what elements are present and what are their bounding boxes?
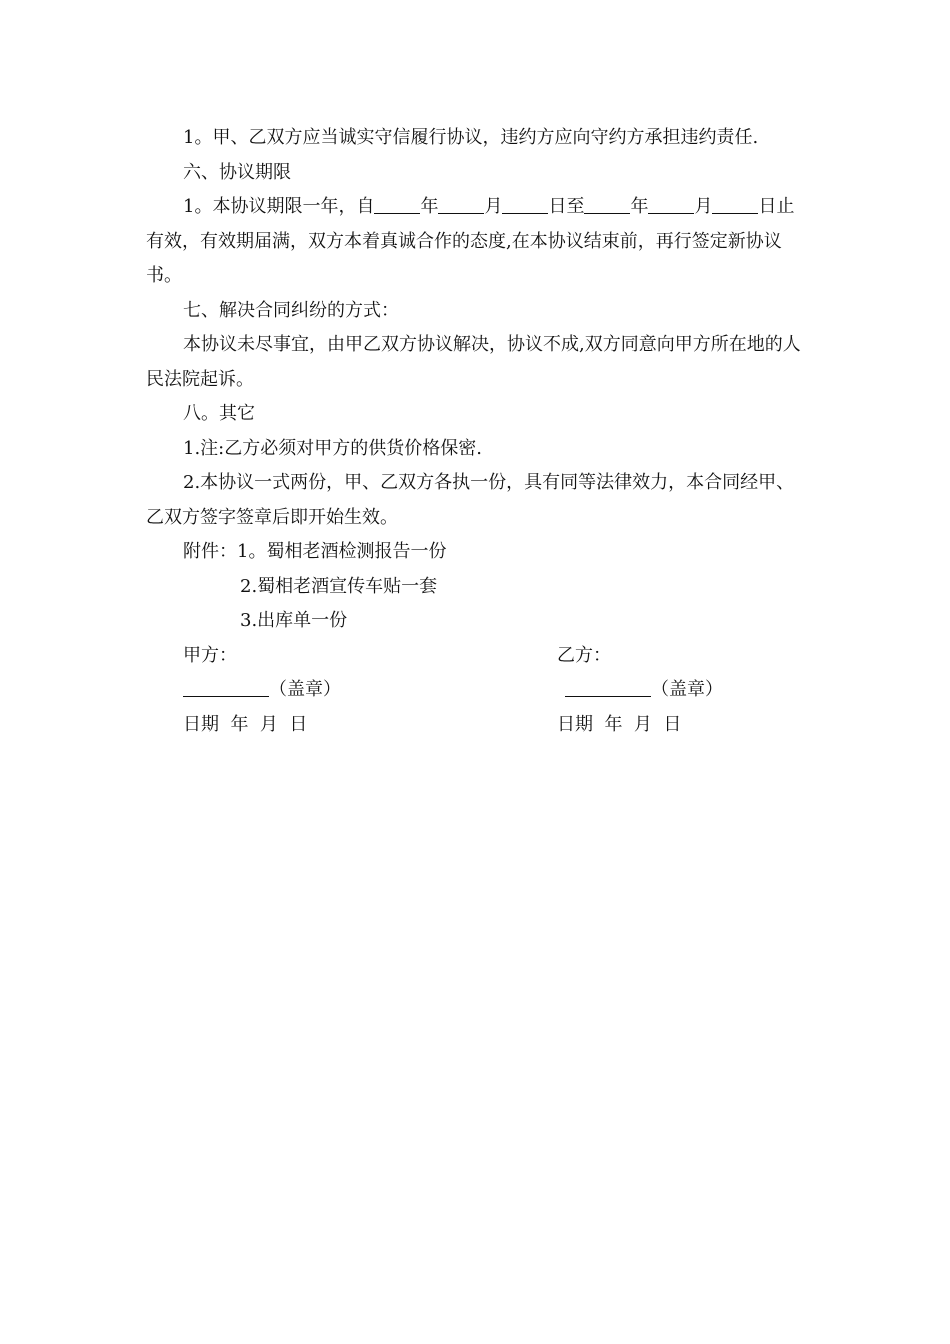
attachment-2: 2.蜀相老酒宣传车贴一套 <box>240 575 438 597</box>
attachment-1: 附件：1。蜀相老酒检测报告一份 <box>183 541 447 562</box>
blank-month-end <box>648 193 694 214</box>
party-b-label: 乙方： <box>557 644 611 666</box>
document-body <box>146 121 806 742</box>
party-a-seal <box>183 673 341 708</box>
party-a-date: 日期 年 月 日 <box>183 713 308 735</box>
term-text-start: 1。本协议期限一年，自 <box>183 196 375 217</box>
signature-seal-row <box>146 673 806 708</box>
term-text-end: 日止有效，有效期届满，双方本着真诚合作的态度,在本协议结束前，再行签定新协议书。 <box>146 196 795 286</box>
blank-month-start <box>438 193 484 214</box>
party-b-seal-label: （盖章） <box>651 679 723 700</box>
term-month-start: 月 <box>484 196 503 217</box>
term-day-to: 日至 <box>548 196 585 217</box>
blank-day-end <box>712 193 758 214</box>
signature-date-row <box>146 708 806 743</box>
heading-other: 八。其它 <box>183 403 255 424</box>
attachment-3: 3.出库单一份 <box>240 610 348 631</box>
blank-year-start <box>374 193 420 214</box>
heading-term: 六、协议期限 <box>183 161 291 183</box>
clause-breach: 1。甲、乙双方应当诚实守信履行协议，违约方应向守约方承担违约责任. <box>183 127 759 148</box>
blank-day-start <box>502 193 548 214</box>
term-year-end: 年 <box>630 196 649 217</box>
party-b-signature-line <box>565 676 651 697</box>
clause-term <box>146 190 806 294</box>
heading-dispute: 七、解决合同纠纷的方式： <box>183 299 399 321</box>
term-year-start: 年 <box>420 196 439 217</box>
clause-copies: 2.本协议一式两份，甲、乙双方各执一份，具有同等法律效力，本合同经甲、乙双方签字签章后即开始生效。 <box>146 472 795 528</box>
party-a-label: 甲方： <box>183 644 237 666</box>
party-a-signature-line <box>183 676 269 697</box>
party-b-seal <box>557 673 723 708</box>
term-month-end: 月 <box>694 196 713 217</box>
blank-year-end <box>584 193 630 214</box>
party-b-date: 日期 年 月 日 <box>557 713 682 735</box>
clause-dispute: 本协议未尽事宜，由甲乙双方协议解决，协议不成,双方同意向甲方所在地的人民法院起诉。 <box>146 334 801 390</box>
signature-party-row <box>146 639 806 674</box>
party-a-seal-label: （盖章） <box>269 679 341 700</box>
clause-confidential: 1.注:乙方必须对甲方的供货价格保密. <box>183 437 482 459</box>
